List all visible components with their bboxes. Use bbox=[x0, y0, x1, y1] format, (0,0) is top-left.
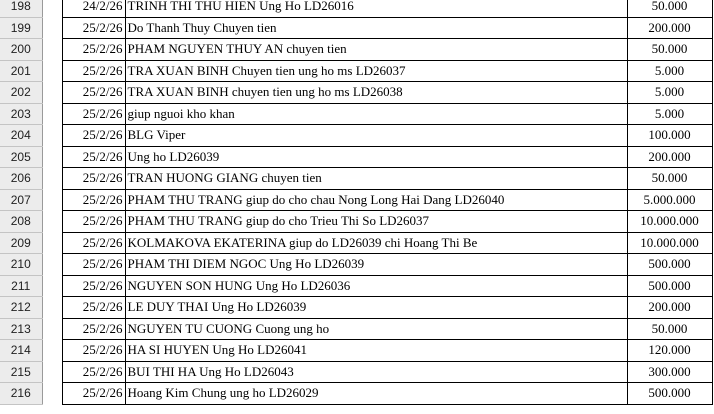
description-cell[interactable]: Ung ho LD26039 bbox=[125, 146, 627, 168]
blank-cell[interactable] bbox=[42, 275, 62, 297]
description-cell[interactable]: NGUYEN TU CUONG Cuong ung ho bbox=[125, 318, 627, 340]
amount-cell[interactable]: 200.000 bbox=[627, 297, 712, 319]
blank-cell[interactable] bbox=[42, 168, 62, 190]
date-cell[interactable]: 25/2/26 bbox=[62, 361, 125, 383]
description-cell[interactable]: HA SI HUYEN Ung Ho LD26041 bbox=[125, 340, 627, 362]
description-cell[interactable]: BUI THI HA Ung Ho LD26043 bbox=[125, 361, 627, 383]
description-cell[interactable]: NGUYEN SON HUNG Ung Ho LD26036 bbox=[125, 275, 627, 297]
row-number[interactable]: 203 bbox=[0, 103, 42, 125]
table-row[interactable] bbox=[0, 82, 714, 104]
description-cell[interactable]: Do Thanh Thuy Chuyen tien bbox=[125, 17, 627, 39]
row-number[interactable]: 200 bbox=[0, 39, 42, 61]
blank-cell[interactable] bbox=[42, 383, 62, 405]
row-number[interactable]: 210 bbox=[0, 254, 42, 276]
blank-cell[interactable] bbox=[42, 211, 62, 233]
description-cell[interactable]: BLG Viper bbox=[125, 125, 627, 147]
row-number[interactable]: 215 bbox=[0, 361, 42, 383]
row-number[interactable]: 199 bbox=[0, 17, 42, 39]
table-row[interactable] bbox=[0, 361, 714, 383]
table-row[interactable] bbox=[0, 211, 714, 233]
table-row[interactable] bbox=[0, 103, 714, 125]
table-row[interactable] bbox=[0, 232, 714, 254]
blank-cell[interactable] bbox=[42, 39, 62, 61]
date-cell[interactable]: 25/2/26 bbox=[62, 211, 125, 233]
table-row[interactable] bbox=[0, 275, 714, 297]
amount-cell[interactable]: 50.000 bbox=[627, 39, 712, 61]
row-number[interactable]: 216 bbox=[0, 383, 42, 405]
row-number[interactable]: 207 bbox=[0, 189, 42, 211]
row-number[interactable]: 202 bbox=[0, 82, 42, 104]
description-cell[interactable]: PHAM THU TRANG giup do cho chau Nong Long Hai Dang LD26040 bbox=[125, 189, 627, 211]
table-row[interactable] bbox=[0, 254, 714, 276]
amount-cell[interactable]: 500.000 bbox=[627, 254, 712, 276]
table-row[interactable] bbox=[0, 125, 714, 147]
blank-cell[interactable] bbox=[42, 0, 62, 17]
date-cell[interactable]: 25/2/26 bbox=[62, 232, 125, 254]
row-number[interactable]: 205 bbox=[0, 146, 42, 168]
amount-cell[interactable]: 50.000 bbox=[627, 0, 712, 17]
amount-cell[interactable]: 5.000 bbox=[627, 103, 712, 125]
row-number[interactable]: 201 bbox=[0, 60, 42, 82]
blank-cell[interactable] bbox=[42, 297, 62, 319]
date-cell[interactable]: 25/2/26 bbox=[62, 17, 125, 39]
blank-cell[interactable] bbox=[42, 340, 62, 362]
blank-cell[interactable] bbox=[42, 361, 62, 383]
description-cell[interactable]: PHAM THU TRANG giup do cho Trieu Thi So LD26037 bbox=[125, 211, 627, 233]
row-number[interactable]: 208 bbox=[0, 211, 42, 233]
table-row[interactable] bbox=[0, 383, 714, 405]
amount-cell[interactable]: 200.000 bbox=[627, 17, 712, 39]
description-cell[interactable]: PHAM THI DIEM NGOC Ung Ho LD26039 bbox=[125, 254, 627, 276]
date-cell[interactable]: 25/2/26 bbox=[62, 189, 125, 211]
date-cell[interactable]: 25/2/26 bbox=[62, 383, 125, 405]
blank-cell[interactable] bbox=[42, 318, 62, 340]
description-cell[interactable]: TRINH THI THU HIEN Ung Ho LD26016 bbox=[125, 0, 627, 17]
description-cell[interactable]: TRA XUAN BINH Chuyen tien ung ho ms LD26037 bbox=[125, 60, 627, 82]
blank-cell[interactable] bbox=[42, 125, 62, 147]
amount-cell[interactable]: 10.000.000 bbox=[627, 211, 712, 233]
date-cell[interactable]: 25/2/26 bbox=[62, 82, 125, 104]
description-cell[interactable]: giup nguoi kho khan bbox=[125, 103, 627, 125]
table-row[interactable] bbox=[0, 318, 714, 340]
description-cell[interactable]: LE DUY THAI Ung Ho LD26039 bbox=[125, 297, 627, 319]
amount-cell[interactable]: 200.000 bbox=[627, 146, 712, 168]
description-cell[interactable]: PHAM NGUYEN THUY AN chuyen tien bbox=[125, 39, 627, 61]
amount-cell[interactable]: 10.000.000 bbox=[627, 232, 712, 254]
blank-cell[interactable] bbox=[42, 82, 62, 104]
blank-cell[interactable] bbox=[42, 17, 62, 39]
amount-cell[interactable]: 300.000 bbox=[627, 361, 712, 383]
blank-cell[interactable] bbox=[42, 232, 62, 254]
amount-cell[interactable]: 5.000.000 bbox=[627, 189, 712, 211]
date-cell[interactable]: 25/2/26 bbox=[62, 254, 125, 276]
date-cell[interactable]: 25/2/26 bbox=[62, 168, 125, 190]
amount-cell[interactable]: 5.000 bbox=[627, 82, 712, 104]
table-row[interactable] bbox=[0, 39, 714, 61]
row-number[interactable]: 198 bbox=[0, 0, 42, 17]
blank-cell[interactable] bbox=[42, 103, 62, 125]
amount-cell[interactable]: 100.000 bbox=[627, 125, 712, 147]
amount-cell[interactable]: 50.000 bbox=[627, 168, 712, 190]
row-number[interactable]: 212 bbox=[0, 297, 42, 319]
table-row[interactable] bbox=[0, 189, 714, 211]
table-row[interactable] bbox=[0, 0, 714, 17]
table-row[interactable] bbox=[0, 146, 714, 168]
row-number[interactable]: 209 bbox=[0, 232, 42, 254]
table-row[interactable] bbox=[0, 297, 714, 319]
date-cell[interactable]: 25/2/26 bbox=[62, 146, 125, 168]
date-cell[interactable]: 25/2/26 bbox=[62, 39, 125, 61]
blank-cell[interactable] bbox=[42, 146, 62, 168]
table-row[interactable] bbox=[0, 60, 714, 82]
description-cell[interactable]: TRAN HUONG GIANG chuyen tien bbox=[125, 168, 627, 190]
row-number[interactable]: 213 bbox=[0, 318, 42, 340]
row-number[interactable]: 214 bbox=[0, 340, 42, 362]
row-number[interactable]: 211 bbox=[0, 275, 42, 297]
date-cell[interactable]: 25/2/26 bbox=[62, 297, 125, 319]
row-number[interactable]: 206 bbox=[0, 168, 42, 190]
date-cell[interactable]: 25/2/26 bbox=[62, 275, 125, 297]
amount-cell[interactable]: 50.000 bbox=[627, 318, 712, 340]
date-cell[interactable]: 25/2/26 bbox=[62, 340, 125, 362]
date-cell[interactable]: 25/2/26 bbox=[62, 60, 125, 82]
description-cell[interactable]: KOLMAKOVA EKATERINA giup do LD26039 chi Hoang Thi Be bbox=[125, 232, 627, 254]
date-cell[interactable]: 25/2/26 bbox=[62, 103, 125, 125]
blank-cell[interactable] bbox=[42, 189, 62, 211]
date-cell[interactable]: 25/2/26 bbox=[62, 318, 125, 340]
description-cell[interactable]: Hoang Kim Chung ung ho LD26029 bbox=[125, 383, 627, 405]
date-cell[interactable]: 24/2/26 bbox=[62, 0, 125, 17]
table-row[interactable] bbox=[0, 17, 714, 39]
description-cell[interactable]: TRA XUAN BINH chuyen tien ung ho ms LD26038 bbox=[125, 82, 627, 104]
amount-cell[interactable]: 5.000 bbox=[627, 60, 712, 82]
row-number[interactable]: 204 bbox=[0, 125, 42, 147]
blank-cell[interactable] bbox=[42, 254, 62, 276]
amount-cell[interactable]: 120.000 bbox=[627, 340, 712, 362]
date-cell[interactable]: 25/2/26 bbox=[62, 125, 125, 147]
amount-cell[interactable]: 500.000 bbox=[627, 275, 712, 297]
table-row[interactable] bbox=[0, 340, 714, 362]
table-row[interactable] bbox=[0, 168, 714, 190]
blank-cell[interactable] bbox=[42, 60, 62, 82]
amount-cell[interactable]: 500.000 bbox=[627, 383, 712, 405]
